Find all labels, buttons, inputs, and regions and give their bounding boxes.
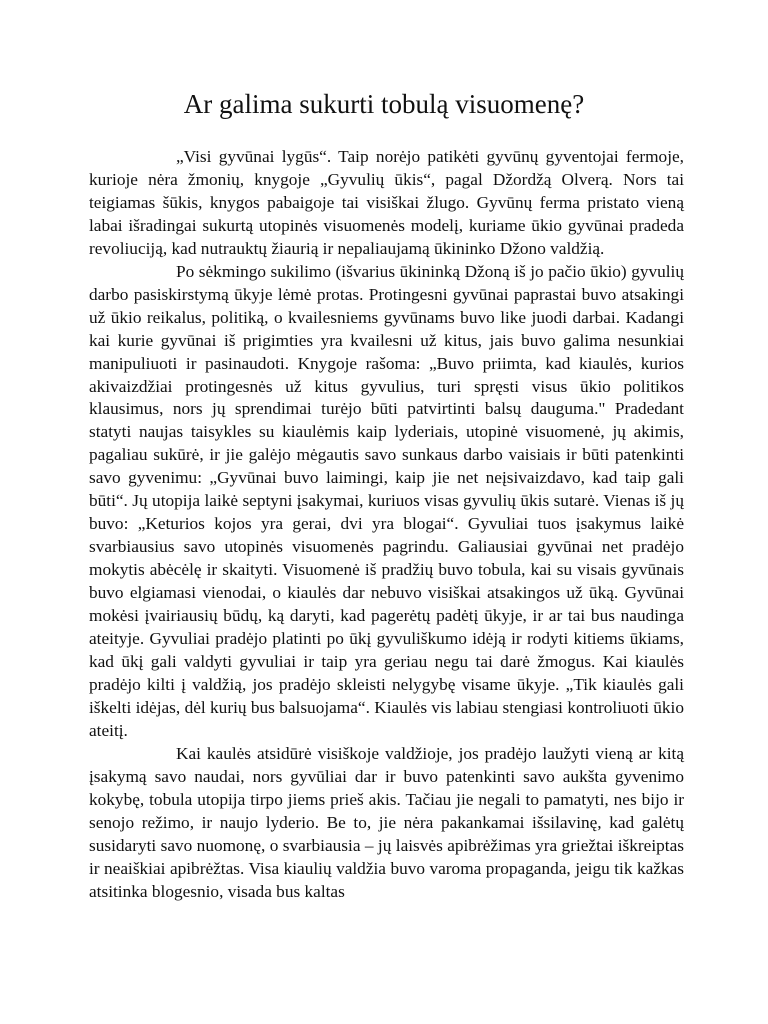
paragraph-1: „Visi gyvūnai lygūs“. Taip norėjo patikėti gyvūnų gyventojai fermoje, kurioje nėra žmonių, knygoje „Gyvulių ūkis“, pagal Džordžą Olverą. Nors tai teigiamas šūkis, knygos pabaigoje tai visiškai žlugo. Gyvūnų ferma pristato vieną labai išradingai sukurtą utopinės visuomenės modelį, kuriame ūkio gyvūnai pradeda revoliuciją, kad nutrauktų žiaurią ir nepaliaujamą ūkininko Džono valdžią. [89,147,684,258]
document-title: Ar galima sukurti tobulą visuomenę? [183,89,585,119]
paragraph-3: Kai kaulės atsidūrė visiškoje valdžioje, jos pradėjo laužyti vieną ar kitą įsakymą savo naudai, nors gyvūliai dar ir buvo patenkinti savo aukšta gyvenimo kokybę, tobula utopija tirpo jiems prieš akis. Tačiau jie negali to pamatyti, nes bijo ir senojo režimo, ir naujo lyderio. Be to, jie nėra pakankamai išsilavinę, kad galėtų susidaryti savo nuomonę, o svarbiausia – jų laisvės apibrėžimas yra griežtai iškreiptas ir neaiškiai apibrėžtas. Visa kiaulių valdžia buvo varoma propaganda, jeigu tik kažkas atsitinka blogesnio, visada bus kaltas [89,743,684,901]
paragraph-2: Po sėkmingo sukilimo (išvarius ūkininką Džoną iš jo pačio ūkio) gyvulių darbo pasiskirstymą ūkyje lėmė protas. Protingesni gyvūnai paprastai buvo atsakingi už ūkio reikalus, politiką, o kvailesniems gyvūnams buvo like juodi darbai. Kadangi kai kurie gyvūnai iš prigimties yra kvailesni už kitus, jais buvo galima nesunkiai manipuliuoti ir pasinaudoti. Knygoje rašoma: „Buvo priimta, kad kiaulės, kurios akivaizdžiai protingesnės už kitus gyvulius, turi spręsti visus ūkio politikos klausimus, nors jų sprendimai turėjo būti patvirtinti balsų dauguma." Pradedant statyti naujas taisykles su kiaulėmis kaip lyderiais, utopinė visuomenė, jų akimis, pagaliau sukūrė, ir jie galėjo mėgautis savo sunkaus darbo vaisiais ir būti patenkinti savo gyvenimu: „Gyvūnai buvo laimingi, kaip jie net neįsivaizdavo, kad taip gali būti“. Jų utopija laikė septyni įsakymai, kuriuos visas gyvulių ūkis sutarė. Vienas iš jų buvo: „Keturios kojos yra gerai, dvi yra blogai“. Gyvuliai tuos įsakymus laikė svarbiausius savo utopinės visuomenės pagrindu. Galiausiai gyvūnai net pradėjo mokytis abėcėlę ir skaityti. Visuomenė iš pradžių buvo tobula, kai su visais gyvūnais buvo elgiamasi vienodai, o kiaulės dar nebuvo visiškai atsakingos už ūką. Gyvūnai mokėsi įvairiausių būdų, ką daryti, kad pagerėtų padėtį ūkyje, ir ar tai bus naudinga ateityje. Gyvuliai pradėjo platinti po ūkį gyvuliškumo idėją ir rodyti kitiems ūkiams, kad ūkį gali valdyti gyvuliai ir taip yra geriau negu tai darė žmogus. Kai kiaulės pradėjo kilti į valdžią, jos pradėjo skleisti nelygybę visame ūkyje. „Tik kiaulės gali iškelti idėjas, dėl kurių bus balsuojama“. Kiaulės vis labiau stengiasi kontroliuoti ūkio ateitį. [89,261,684,740]
document-body [89,146,684,903]
